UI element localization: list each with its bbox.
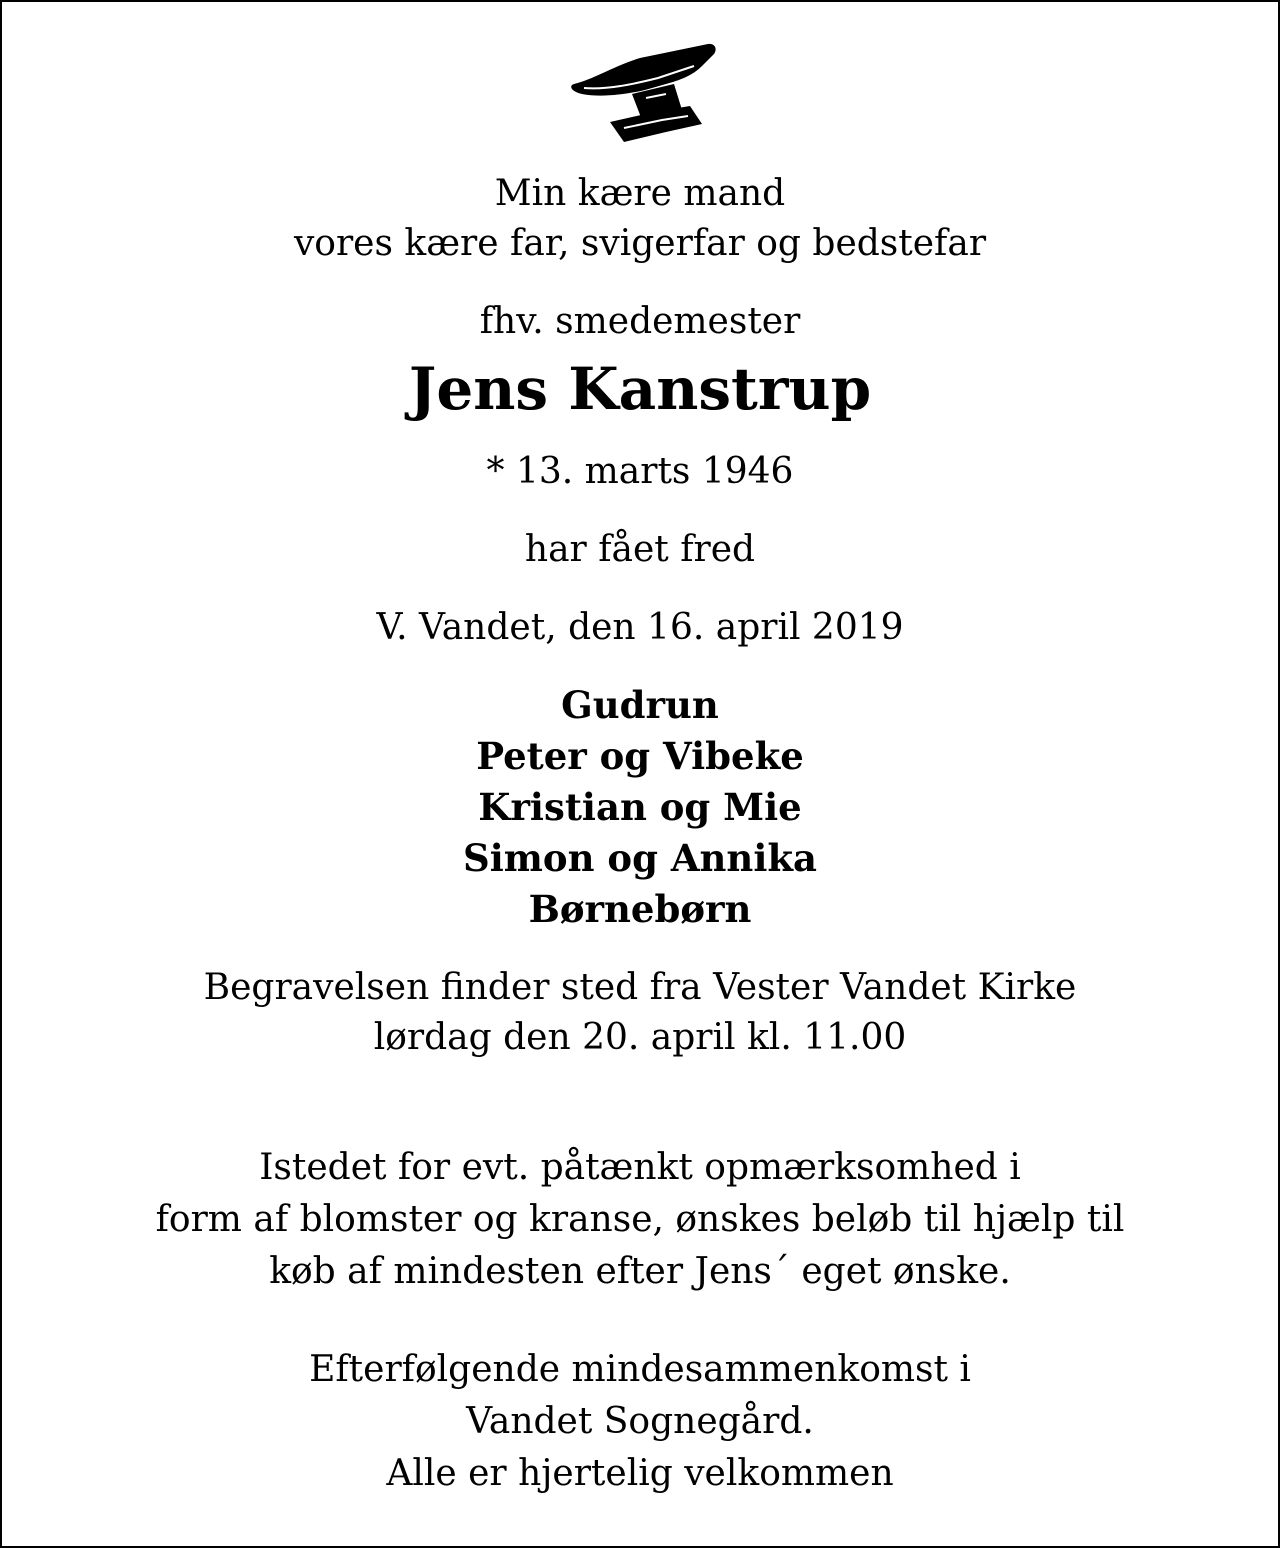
intro-line-2: vores kære far, svigerfar og bedstefar (293, 223, 987, 264)
family-member: Gudrun (561, 683, 719, 727)
birth-date: * 13. marts 1946 (486, 451, 794, 492)
flowers-line-2: form af blomster og kranse, ønskes beløb til hjælp til (155, 1199, 1125, 1240)
family-member: Simon og Annika (463, 836, 817, 880)
profession-title: fhv. smedemester (479, 301, 801, 342)
intro-line-1: Min kære mand (494, 173, 786, 214)
funeral-line-1: Begravelsen finder sted fra Vester Vandet Kirke (203, 967, 1077, 1008)
passing-phrase: har fået fred (524, 529, 756, 570)
gathering-line-3: Alle er hjertelig velkommen (386, 1453, 894, 1494)
gathering-line-2: Vandet Sognegård. (466, 1401, 814, 1442)
deceased-name: Jens Kanstrup (408, 355, 872, 423)
flowers-line-1: Istedet for evt. påtænkt opmærksomhed i (259, 1147, 1021, 1188)
gathering-line-1: Efterfølgende mindesammenkomst i (309, 1349, 971, 1390)
family-member: Kristian og Mie (478, 785, 802, 829)
anvil-icon (562, 36, 722, 144)
place-and-date: V. Vandet, den 16. april 2019 (376, 607, 904, 648)
flowers-line-3: køb af mindesten efter Jens´ eget ønske. (269, 1251, 1011, 1292)
family-member: Børnebørn (528, 887, 752, 931)
family-member: Peter og Vibeke (476, 734, 804, 778)
funeral-line-2: lørdag den 20. april kl. 11.00 (373, 1017, 907, 1058)
